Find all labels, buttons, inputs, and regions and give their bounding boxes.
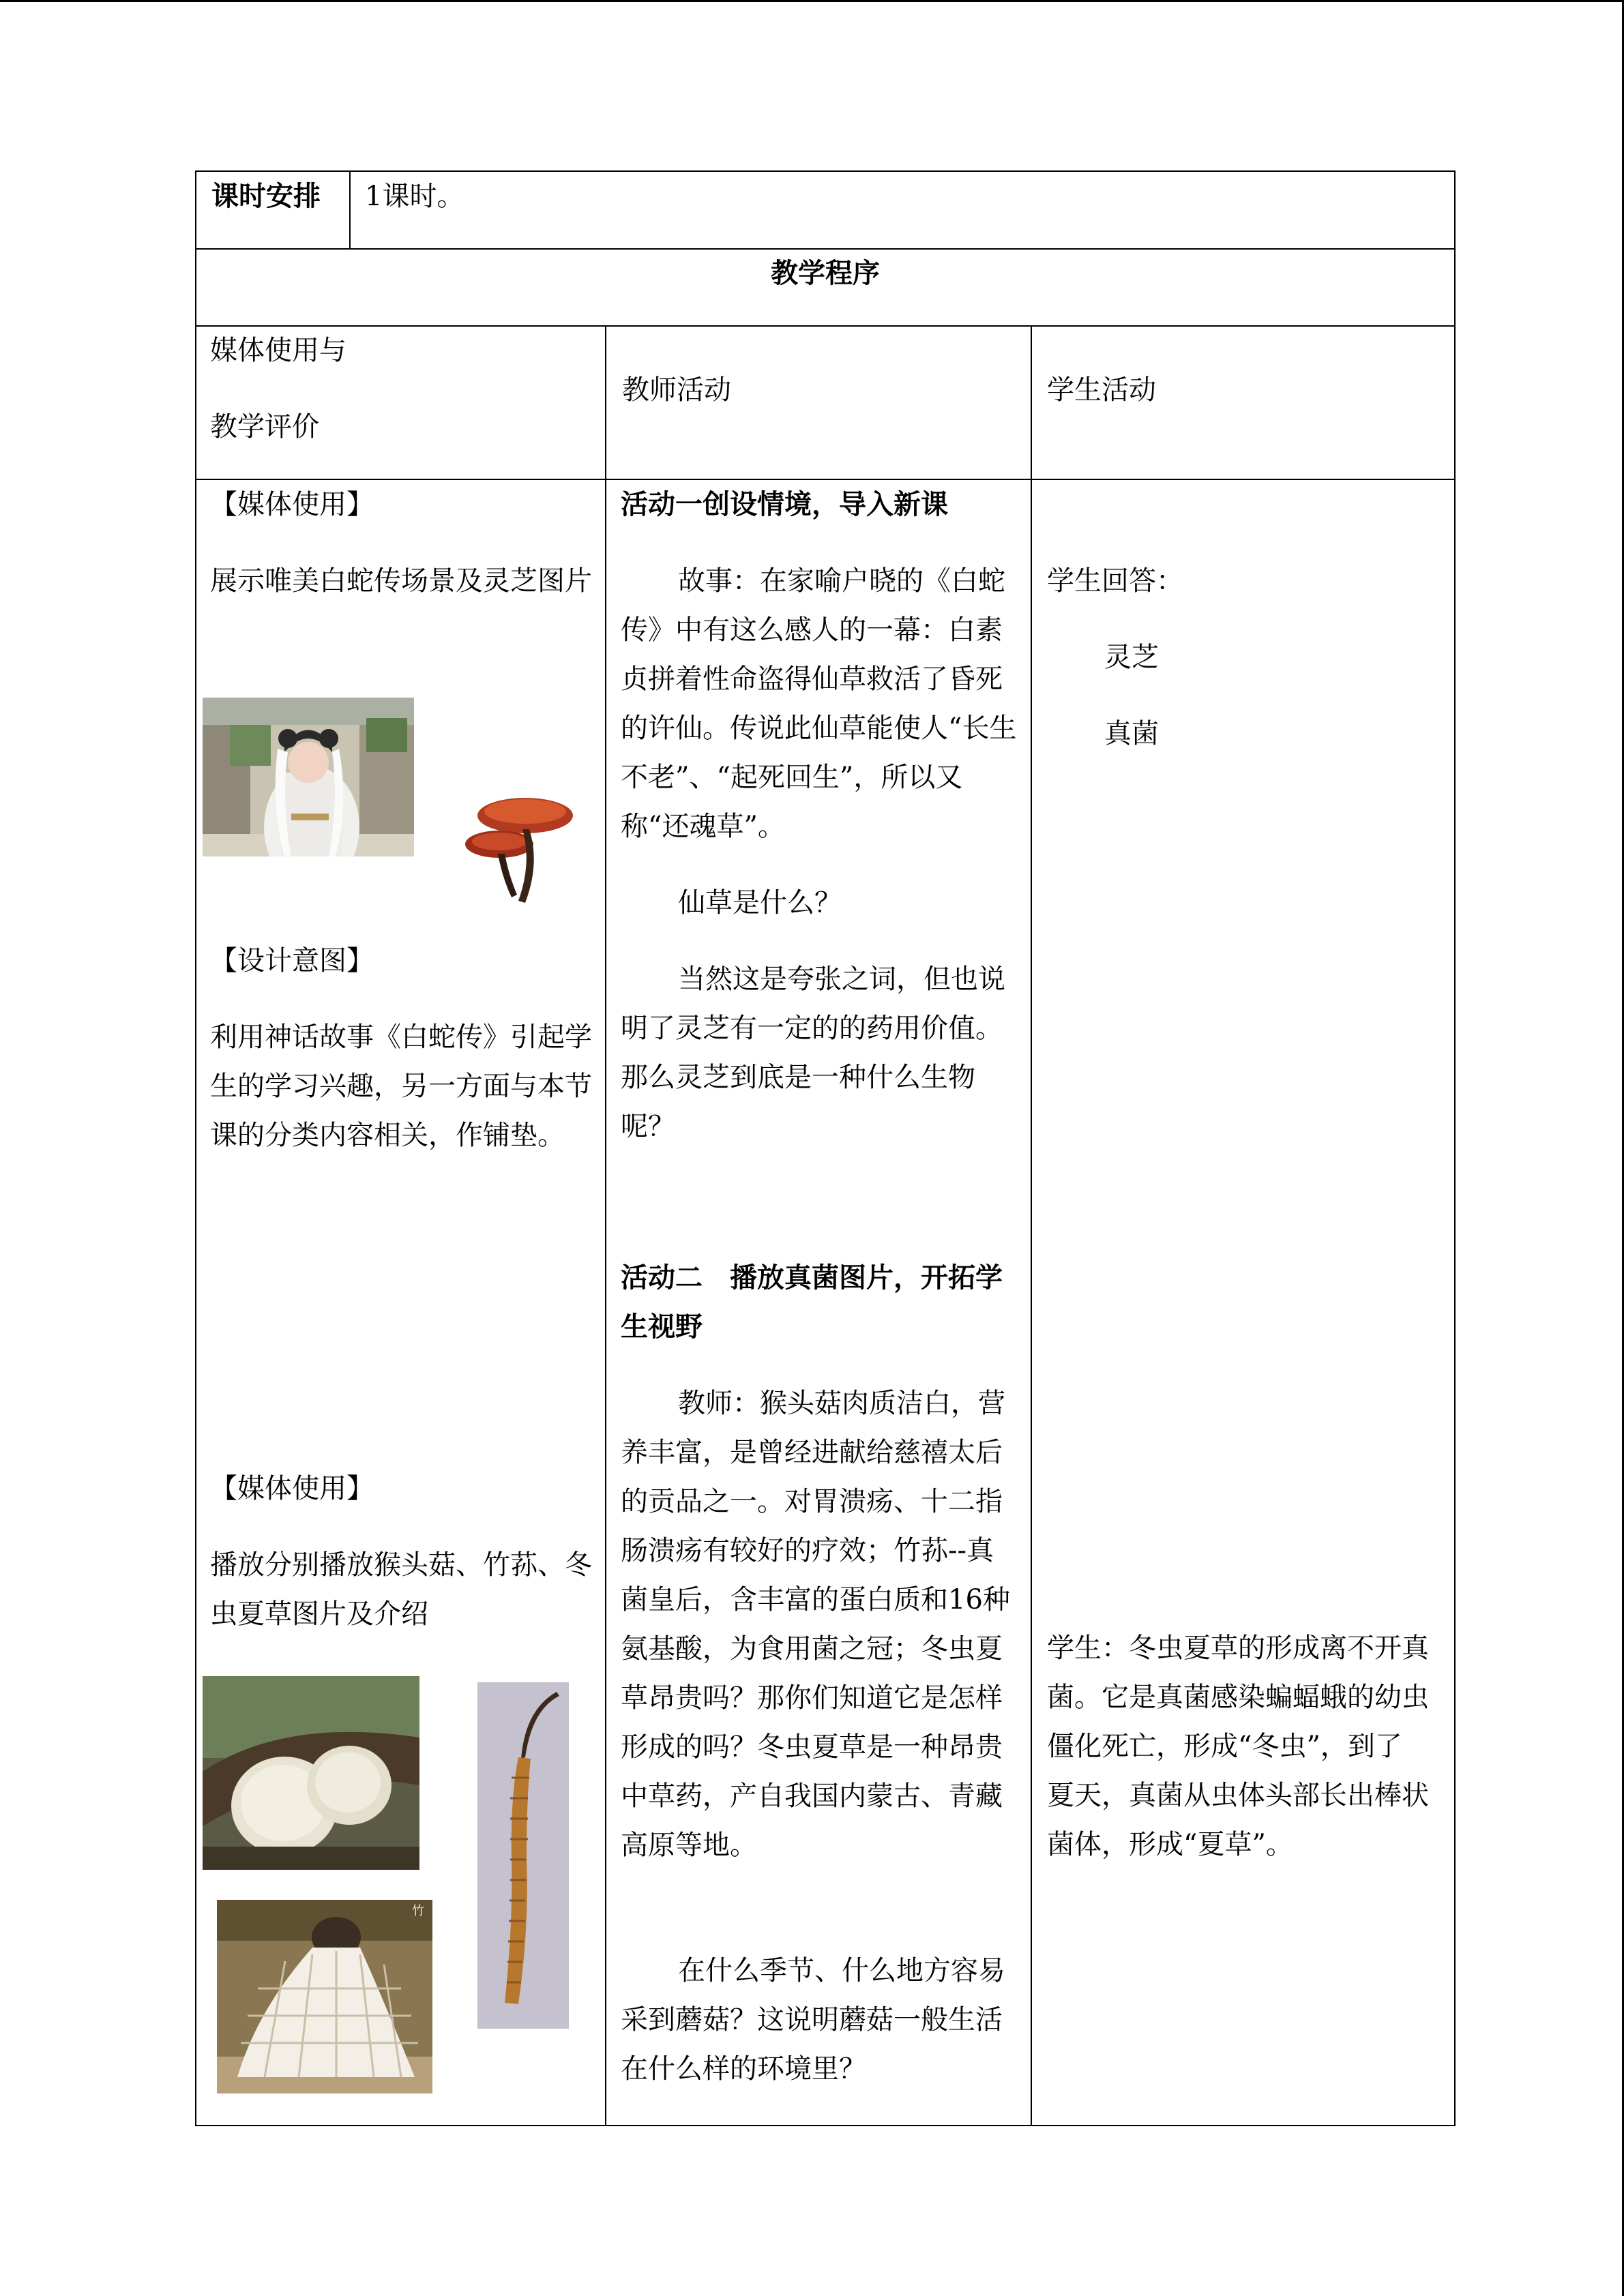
lingzhi-image — [457, 788, 584, 910]
table-col-divider — [605, 325, 606, 2126]
col-header-teacher: 教师活动 — [622, 374, 731, 406]
media-s3-text: 播放分别播放猴头菇、竹荪、冬虫夏草图片及介绍 — [210, 1549, 592, 1630]
table-border-right — [1454, 170, 1456, 2126]
table-border-bottom — [195, 2125, 1456, 2126]
student-answer-3: 学生：冬虫夏草的形成离不开真菌。它是真菌感染蝙蝠蛾的幼虫僵化死亡，形成“冬虫”，到了夏天，真菌从虫体头部长出棒状菌体，形成“夏草”。 — [1047, 1632, 1429, 1860]
activity-2-body — [621, 1379, 1020, 2121]
activity-1-body — [621, 556, 1020, 1178]
student-answer-label: 学生回答： — [1047, 565, 1183, 597]
activity-1-explanation: 当然这是夸张之词，但也说明了灵芝有一定的的药用价值。那么灵芝到底是一种什么生物呢？ — [621, 964, 1005, 1142]
activity-1-title: 活动一创设情境，导入新课 — [621, 488, 948, 520]
cordyceps-image — [477, 1682, 569, 2029]
col-header-media — [210, 326, 592, 451]
col-header-media-line2: 教学评价 — [210, 411, 319, 443]
col-header-student: 学生活动 — [1047, 374, 1156, 406]
media-s1-text: 展示唯美白蛇传场景及灵芝图片 — [210, 565, 592, 597]
bamboo-fungus-image — [217, 1900, 432, 2093]
media-s2-title: 【设计意图】 — [210, 945, 374, 976]
monkey-head-mushroom-image — [203, 1676, 419, 1870]
section-title: 教学程序 — [771, 257, 880, 289]
table-border-left — [195, 170, 196, 2126]
student-answer-1: 灵芝 — [1104, 642, 1159, 673]
activity-1-story: 故事：在家喻户晓的《白蛇传》中有这么感人的一幕：白素贞拼着性命盗得仙草救活了昏死的许仙。传说此仙草能使人“长生不老”、“起死回生”，所以又称“还魂草”。 — [621, 565, 1017, 842]
activity-2-question: 在什么季节、什么地方容易采到蘑菇？这说明蘑菇一般生活在什么样的环境里？ — [621, 1955, 1005, 2085]
media-s2-text: 利用神话故事《白蛇传》引起学生的学习兴趣，另一方面与本节课的分类内容相关，作铺垫。 — [210, 1022, 592, 1151]
col-header-media-line1: 媒体使用与 — [210, 335, 346, 366]
media-s3-title: 【媒体使用】 — [210, 1473, 374, 1504]
table-col-divider — [349, 170, 351, 248]
svg-text:竹: 竹 — [412, 1904, 424, 1918]
media-s1-title: 【媒体使用】 — [210, 489, 374, 520]
schedule-label: 课时安排 — [211, 180, 321, 212]
table-col-divider — [1031, 325, 1032, 2126]
activity-2-teacher-intro: 教师：猴头菇肉质洁白，营养丰富，是曾经进献给慈禧太后的贡品之一。对胃溃疡、十二指肠溃疡有较好的疗效；竹荪--真菌皇后，含丰富的蛋白质和16种氨基酸，为食用菌之冠；冬虫夏草昂贵吗？那你们知道它是怎样形成的吗？冬虫夏草是一种昂贵中草药，产自我国内蒙古、青藏高原等地。 — [621, 1388, 1010, 1861]
activity-1-question: 仙草是什么？ — [678, 887, 842, 919]
white-snake-scene-image — [203, 698, 414, 856]
student-answer-2: 真菌 — [1104, 718, 1159, 749]
schedule-value: 1课时。 — [365, 181, 464, 212]
activity-2-title: 活动二 播放真菌图片，开拓学生视野 — [621, 1262, 1003, 1343]
